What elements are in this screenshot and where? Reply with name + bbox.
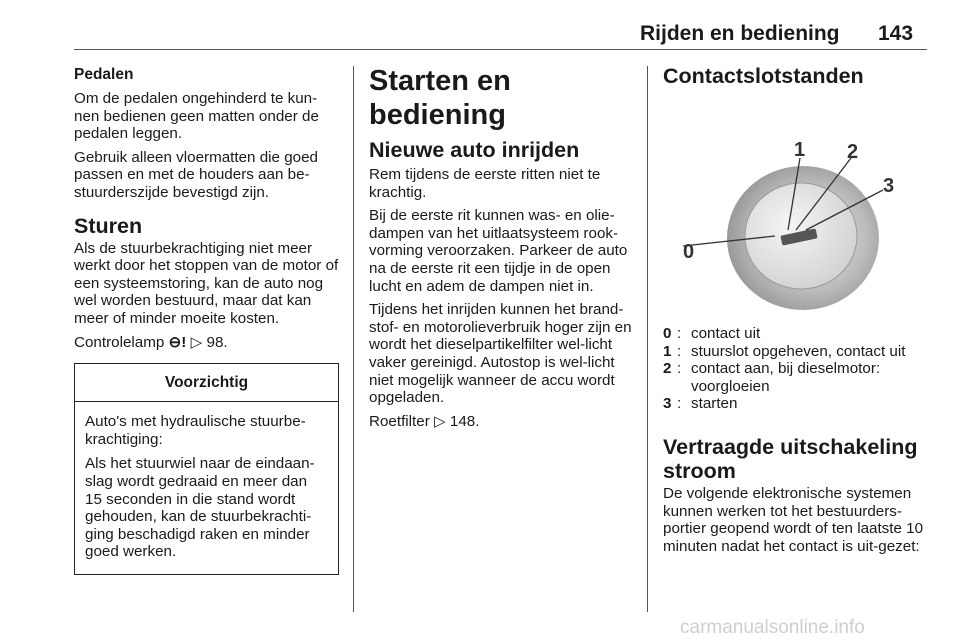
legend-number: 3 <box>663 395 672 413</box>
controlelamp-line <box>74 334 342 352</box>
pedalen-heading: Pedalen <box>74 66 134 83</box>
column-divider-2 <box>647 66 648 612</box>
inrijden-paragraph-1: Rem tijdens de eerste ritten niet te krachtig. <box>369 166 601 201</box>
page-reference[interactable]: ▷ 98. <box>190 333 228 351</box>
legend-number: 0 <box>663 325 672 342</box>
warning-box <box>74 363 339 575</box>
running-header-title: Rijden en bediening <box>640 22 840 45</box>
legend-item <box>663 395 931 413</box>
warning-paragraph-2: Als het stuurwiel naar de eindaan-slag wordt gedraaid en meer dan 15 seconden in die stand wordt gehouden, kan de stuurbekrachti-ging beschadigd raken en minder goed werken. <box>85 455 315 561</box>
inrijden-paragraph-3: Tijdens het inrijden kunnen het brand-stof- en motorolieverbruik hoger zijn en wordt het dieselpartikelfilter wel-licht vaker gereinigd. Autostop is wel-licht niet mogelijk wanneer de accu wordt opgeladen. <box>369 301 632 407</box>
sturen-heading: Sturen <box>74 213 143 238</box>
roetfilter-reference: Roetfilter ▷ 148. <box>369 412 480 430</box>
column-divider-1 <box>353 66 354 612</box>
inrijden-heading: Nieuwe auto inrijden <box>369 138 580 162</box>
sturen-paragraph: Als de stuurbekrachtiging niet meer werkt door het stoppen van de motor of een systeemstoring, kan de auto nog wel worden bestuurd, maar dat kan meer of minder moeite kosten. <box>74 239 339 327</box>
column-right <box>663 64 931 561</box>
legend-number: 2 <box>663 360 672 378</box>
image-label-3: 3 <box>883 175 895 197</box>
header-rule <box>74 49 927 50</box>
section-title: Starten en bediening <box>369 65 511 131</box>
page-number: 143 <box>878 22 914 45</box>
image-label-2: 2 <box>847 141 859 163</box>
legend-text: contact aan, bij dieselmotor: voorgloeien <box>691 360 881 395</box>
vertraagde-paragraph: De volgende elektronische systemen kunnen werken tot het bestuurders-portier geopend wordt of ten laatste 10 minuten nadat het contact is uit-gezet: <box>663 484 924 555</box>
legend-number: 1 <box>663 342 672 360</box>
pedalen-paragraph-1: Om de pedalen ongehinderd te kun-nen bedienen geen matten onder de pedalen leggen. <box>74 90 319 143</box>
legend-item <box>663 360 931 395</box>
legend-text: starten <box>691 395 738 413</box>
vertraagde-heading: Vertraagde uitschakeling stroom <box>663 434 918 483</box>
controlelamp-text: Controlelamp <box>74 333 165 351</box>
ignition-switch-illustration <box>663 98 925 316</box>
image-label-1: 1 <box>794 139 806 161</box>
column-middle <box>369 64 637 436</box>
legend-separator: : <box>677 395 682 413</box>
contactslot-heading: Contactslotstanden <box>663 64 864 88</box>
pedalen-paragraph-2: Gebruik alleen vloermatten die goed passen en met de houders aan be-stuurderszijde bevestigd zijn. <box>74 148 318 201</box>
inrijden-paragraph-2: Bij de eerste rit kunnen was- en olie-dampen van het uitlaatsysteem rook-vorming veroorzaken. Parkeer de auto na de eerste rit een tijdje in de open lucht en adem de dampen niet in. <box>369 207 628 295</box>
legend-item <box>663 343 931 361</box>
legend-item <box>663 325 931 343</box>
legend-separator: : <box>677 325 682 342</box>
legend-separator: : <box>677 342 682 360</box>
legend-text: stuurslot opgeheven, contact uit <box>691 342 906 360</box>
position-legend <box>663 325 931 413</box>
legend-separator: : <box>677 360 682 378</box>
steering-warning-icon: ⊖! <box>168 333 187 351</box>
column-left <box>74 64 342 575</box>
watermark: carmanualsonline.info <box>680 617 865 638</box>
image-label-0: 0 <box>683 241 695 263</box>
warning-title: Voorzichtig <box>75 364 338 402</box>
legend-text: contact uit <box>691 325 761 342</box>
warning-paragraph-1: Auto's met hydraulische stuurbe-krachtiging: <box>85 413 306 448</box>
